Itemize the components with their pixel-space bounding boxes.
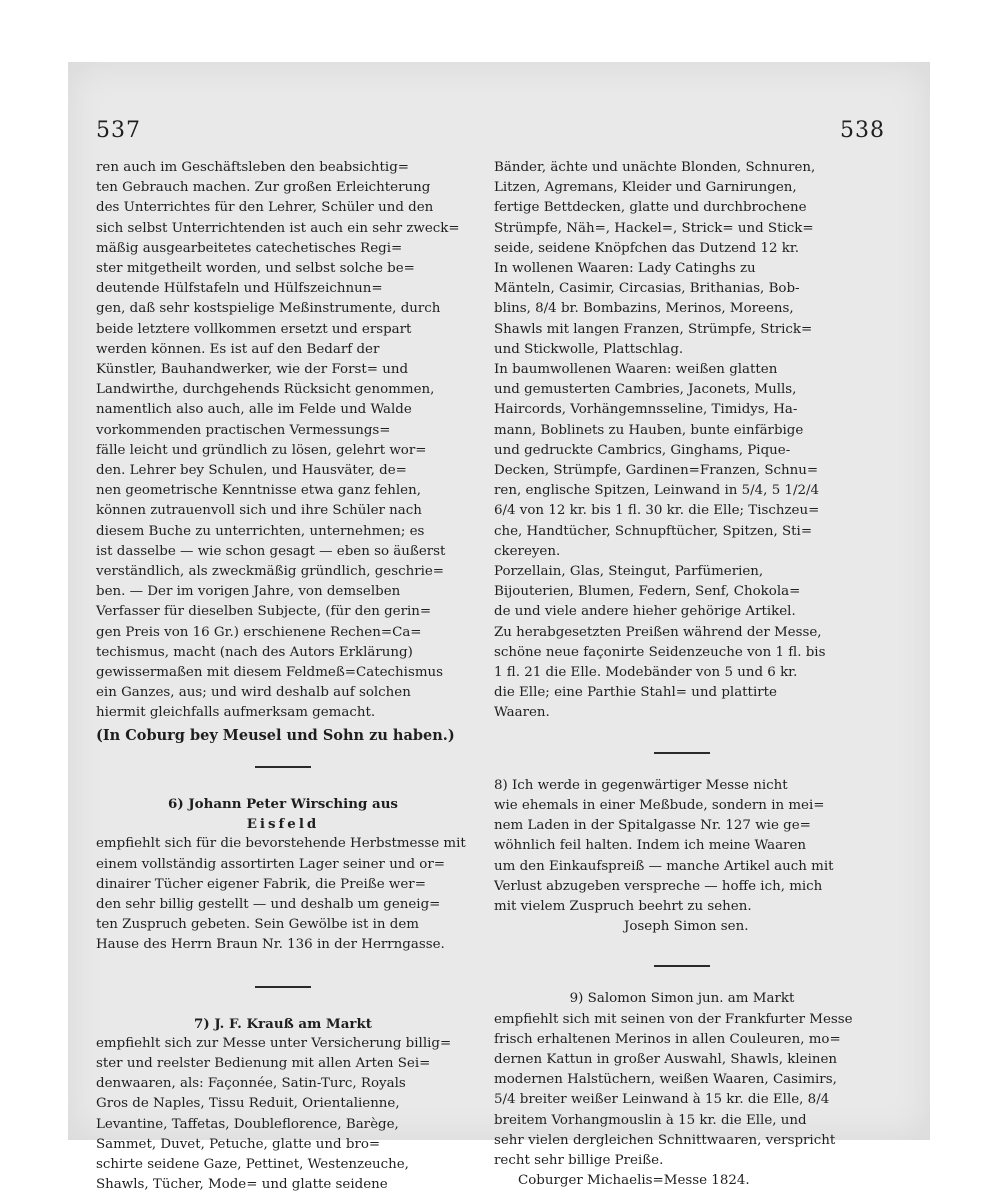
dateline: Coburger Michaelis=Messe 1824. [518, 1173, 750, 1189]
text-line: Waaren. [494, 705, 550, 721]
text-line: diesem Buche zu unterrichten, unternehmen; es [96, 523, 425, 539]
publisher-note: (In Coburg bey Meusel und Sohn zu haben.) [96, 726, 455, 744]
text-line: breitem Vorhangmouslin à 15 kr. die Elle, und [494, 1112, 807, 1128]
text-line: nen geometrische Kenntnisse etwa ganz fehlen, [96, 483, 421, 499]
text-line: 6/4 von 12 kr. bis 1 fl. 30 kr. die Elle; Tischzeu= [494, 503, 820, 519]
text-line: mann, Boblinets zu Hauben, bunte einfärbige [494, 422, 804, 438]
text-line: 8) Ich werde in gegenwärtiger Messe nicht [494, 777, 788, 793]
text-line: ster mitgetheilt worden, und selbst solche be= [96, 261, 415, 277]
text-line: Gros de Naples, Tissu Reduit, Orientalienne, [96, 1096, 400, 1112]
text-line: Shawls mit langen Franzen, Strümpfe, Strick= [494, 321, 813, 337]
text-line: einem vollständig assortirten Lager seiner und or= [96, 856, 445, 872]
text-line: sich selbst Unterrichtenden ist auch ein sehr zweck= [96, 220, 460, 236]
right-column [494, 158, 870, 1191]
text-line: vorkommenden practischen Vermessungs= [96, 422, 391, 438]
section-divider [654, 965, 710, 967]
text-line: mäßig ausgearbeitetes catechetisches Regi= [96, 240, 403, 256]
text-line: Mänteln, Casimir, Circasias, Brithanias, Bob- [494, 281, 800, 297]
ad-6-body [96, 834, 470, 955]
text-line: beide letztere vollkommen ersetzt und erspart [96, 321, 412, 337]
text-line: empfiehlt sich für die bevorstehende Herbstmesse mit [96, 836, 466, 852]
text-line: den. Lehrer bey Schulen, und Hausväter, de= [96, 463, 407, 479]
text-line: mit vielem Zuspruch beehrt zu sehen. [494, 898, 752, 914]
text-line: Hause des Herrn Braun Nr. 136 in der Herrngasse. [96, 937, 445, 953]
text-line: Levantine, Taffetas, Doubleflorence, Barège, [96, 1116, 399, 1132]
text-line: ben. — Der im vorigen Jahre, von demselben [96, 584, 401, 600]
text-line: Sammet, Duvet, Petuche, glatte und bro= [96, 1136, 381, 1152]
section-divider [654, 752, 710, 754]
text-line: schöne neue façonirte Seidenzeuche von 1 fl. bis [494, 644, 826, 660]
article-text-block [96, 158, 470, 724]
text-line: frisch erhaltenen Merinos in allen Couleuren, mo= [494, 1031, 841, 1047]
text-line: ten Gebrauch machen. Zur großen Erleichterung [96, 180, 431, 196]
ad-6-heading-place: Eisfeld [246, 816, 320, 833]
text-line: de und viele andere hieher gehörige Artikel. [494, 604, 796, 620]
section-divider [255, 986, 311, 988]
text-line: seide, seidene Knöpfchen das Dutzend 12 kr. [494, 240, 800, 256]
text-line: che, Handtücher, Schnupftücher, Spitzen, Sti= [494, 523, 813, 539]
text-line: deutende Hülfstafeln und Hülfszeichnun= [96, 281, 383, 297]
text-line: ist dasselbe — wie schon gesagt — eben so äußerst [96, 543, 446, 559]
text-line: Porzellain, Glas, Steingut, Parfümerien, [494, 564, 764, 580]
text-line: techismus, macht (nach des Autors Erklärung) [96, 644, 413, 660]
text-line: ren, englische Spitzen, Leinwand in 5/4, 5 1/2/4 [494, 483, 820, 499]
text-line: hiermit gleichfalls aufmerksam gemacht. [96, 705, 376, 721]
section-divider [255, 766, 311, 768]
text-line: des Unterrichtes für den Lehrer, Schüler und den [96, 200, 434, 216]
text-line: Künstler, Bauhandwerker, wie der Forst= und [96, 362, 409, 378]
text-line: und gedruckte Cambrics, Ginghams, Pique- [494, 442, 791, 458]
text-line: Litzen, Agremans, Kleider und Garnirungen, [494, 180, 797, 196]
text-line: gen Preis von 16 Gr.) erschienene Rechen=Ca= [96, 624, 422, 640]
text-line: namentlich also auch, alle im Felde und Walde [96, 402, 412, 418]
text-line: gen, daß sehr kostspielige Meßinstrumente, durch [96, 301, 441, 317]
text-line: und Stickwolle, Plattschlag. [494, 341, 684, 357]
text-line: dinairer Tücher eigener Fabrik, die Preiße wer= [96, 876, 426, 892]
text-line: 1 fl. 21 die Elle. Modebänder von 5 und 6 kr. [494, 665, 798, 681]
text-line: empfiehlt sich zur Messe unter Versicherung billig= [96, 1035, 452, 1051]
text-line: Verfasser für dieselben Subjecte, (für den gerin= [96, 604, 432, 620]
text-line: wie ehemals in einer Meßbude, sondern in mei= [494, 797, 825, 813]
text-line: ckereyen. [494, 543, 561, 559]
text-line: können zutrauenvoll sich und ihre Schüler nach [96, 503, 422, 519]
text-line: um den Einkaufspreiß — manche Artikel auch mit [494, 858, 834, 874]
page-number-right: 538 [840, 118, 885, 143]
ad-9-body [494, 1010, 870, 1172]
text-line: In baumwollenen Waaren: weißen glatten [494, 362, 778, 378]
ad-8-signature: Joseph Simon sen. [624, 919, 749, 935]
text-line: empfiehlt sich mit seinen von der Frankfurter Messe [494, 1011, 853, 1027]
ad-9-heading: 9) Salomon Simon jun. am Markt [569, 991, 795, 1007]
page-number-left: 537 [96, 118, 141, 143]
text-line: Verlust abzugeben verspreche — hoffe ich, mich [494, 878, 823, 894]
text-line: Decken, Strümpfe, Gardinen=Franzen, Schnu= [494, 463, 819, 479]
text-line: wöhnlich feil halten. Indem ich meine Waaren [494, 838, 807, 854]
text-line: fertige Bettdecken, glatte und durchbrochene [494, 200, 807, 216]
text-line: blins, 8/4 br. Bombazins, Merinos, Moreens, [494, 301, 794, 317]
text-line: Haircords, Vorhängemnsseline, Timidys, Ha- [494, 402, 798, 418]
text-line: dernen Kattun in großer Auswahl, Shawls, kleinen [494, 1051, 838, 1067]
text-line: gewissermaßen mit diesem Feldmeß=Catechismus [96, 665, 444, 681]
ad-8-body [494, 776, 870, 917]
left-column [96, 158, 470, 1195]
text-line: den sehr billig gestellt — und deshalb um geneig= [96, 896, 441, 912]
ad-7-heading: 7) J. F. Krauß am Markt [194, 1015, 372, 1032]
ad-7-body [96, 1034, 470, 1196]
text-line: Bänder, ächte und unächte Blonden, Schnuren, [494, 160, 816, 175]
text-line: 5/4 breiter weißer Leinwand à 15 kr. die Elle, 8/4 [494, 1092, 830, 1108]
text-line: Bijouterien, Blumen, Federn, Senf, Chokola= [494, 584, 801, 600]
text-line: schirte seidene Gaze, Pettinet, Westenzeuche, [96, 1156, 409, 1172]
text-line: ein Ganzes, aus; und wird deshalb auf solchen [96, 685, 411, 701]
text-line: Landwirthe, durchgehends Rücksicht genommen, [96, 382, 435, 398]
text-line: und gemusterten Cambries, Jaconets, Mulls, [494, 382, 797, 398]
text-line: In wollenen Waaren: Lady Catinghs zu [494, 261, 756, 277]
text-line: Shawls, Tücher, Mode= und glatte seidene [96, 1177, 388, 1193]
text-line: denwaaren, als: Façonnée, Satin-Turc, Royals [96, 1076, 406, 1092]
text-line: sehr vielen dergleichen Schnittwaaren, verspricht [494, 1132, 836, 1148]
text-line: modernen Halstüchern, weißen Waaren, Casimirs, [494, 1072, 837, 1088]
text-line: ster und reelster Bedienung mit allen Arten Sei= [96, 1055, 431, 1071]
ad-7-continued-text [494, 158, 870, 724]
text-line: fälle leicht und gründlich zu lösen, gelehrt wor= [96, 442, 427, 458]
text-line: Strümpfe, Näh=, Hackel=, Strick= und Stick= [494, 220, 814, 236]
text-line: die Elle; eine Parthie Stahl= und plattirte [494, 685, 777, 701]
text-line: ten Zuspruch gebeten. Sein Gewölbe ist in dem [96, 917, 419, 933]
text-line: verständlich, als zweckmäßig gründlich, geschrie= [96, 564, 445, 580]
text-line: nem Laden in der Spitalgasse Nr. 127 wie ge= [494, 818, 811, 834]
text-line: Zu herabgesetzten Preißen während der Messe, [494, 624, 822, 640]
text-line: recht sehr billige Preiße. [494, 1152, 664, 1168]
ad-6-heading: 6) Johann Peter Wirsching aus [168, 795, 398, 812]
text-line: werden können. Es ist auf den Bedarf der [96, 341, 380, 357]
text-line: ren auch im Geschäftsleben den beabsichtig= [96, 160, 409, 175]
